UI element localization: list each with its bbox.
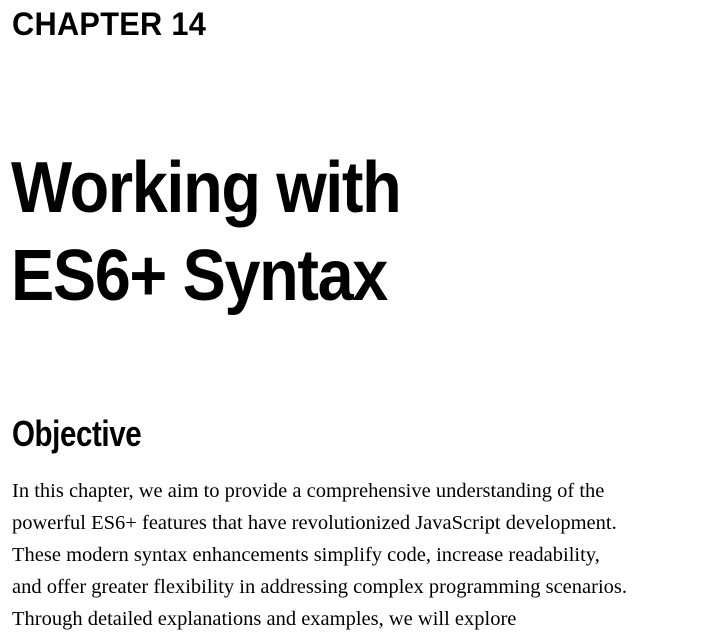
chapter-title xyxy=(11,144,400,320)
paragraph-line: In this chapter, we aim to provide a comprehensive understanding of the xyxy=(12,480,605,502)
paragraph-line: Through detailed explanations and examples, we will explore xyxy=(12,608,517,630)
body-paragraph xyxy=(12,475,712,635)
chapter-title-line: ES6+ Syntax xyxy=(11,236,387,316)
paragraph-line: and offer greater flexibility in addressing complex programming scenarios. xyxy=(12,576,627,598)
paragraph-line: powerful ES6+ features that have revolutionized JavaScript development. xyxy=(12,512,617,534)
paragraph-line: These modern syntax enhancements simplify code, increase readability, xyxy=(12,544,600,566)
section-heading: Objective xyxy=(12,413,142,454)
chapter-title-line: Working with xyxy=(11,148,401,228)
chapter-number-label: CHAPTER 14 xyxy=(12,6,207,42)
